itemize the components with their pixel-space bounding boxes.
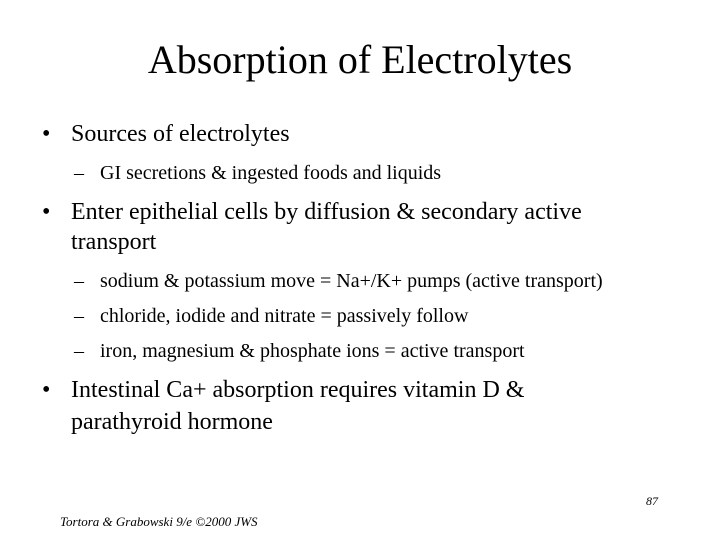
bullet-marker: • bbox=[42, 377, 51, 403]
subitem-text: GI secretions & ingested foods and liquids bbox=[100, 162, 442, 184]
subitem-dash: – bbox=[74, 340, 84, 362]
bullet-marker: • bbox=[42, 121, 51, 147]
subitem-text: chloride, iodide and nitrate = passively follow bbox=[100, 305, 469, 327]
slide-title: Absorption of Electrolytes bbox=[147, 37, 573, 82]
bullet-text-line2: transport bbox=[71, 229, 157, 255]
footer-credit: Tortora & Grabowski 9/e ©2000 JWS bbox=[60, 514, 258, 529]
subitem-text: iron, magnesium & phosphate ions = active transport bbox=[100, 340, 525, 362]
page-number: 87 bbox=[646, 494, 658, 508]
bullet-text-line1: Intestinal Ca+ absorption requires vitamin D & bbox=[71, 377, 525, 403]
bullet-marker: • bbox=[42, 199, 51, 225]
bullet-text: Sources of electrolytes bbox=[71, 121, 290, 147]
subitem-dash: – bbox=[74, 305, 84, 327]
subitem-dash: – bbox=[74, 270, 84, 292]
bullet-text-line1: Enter epithelial cells by diffusion & secondary active bbox=[71, 199, 582, 225]
subitem-text: sodium & potassium move = Na+/K+ pumps (active transport) bbox=[100, 270, 603, 292]
subitem-dash: – bbox=[74, 162, 84, 184]
bullet-text-line2: parathyroid hormone bbox=[71, 409, 273, 435]
